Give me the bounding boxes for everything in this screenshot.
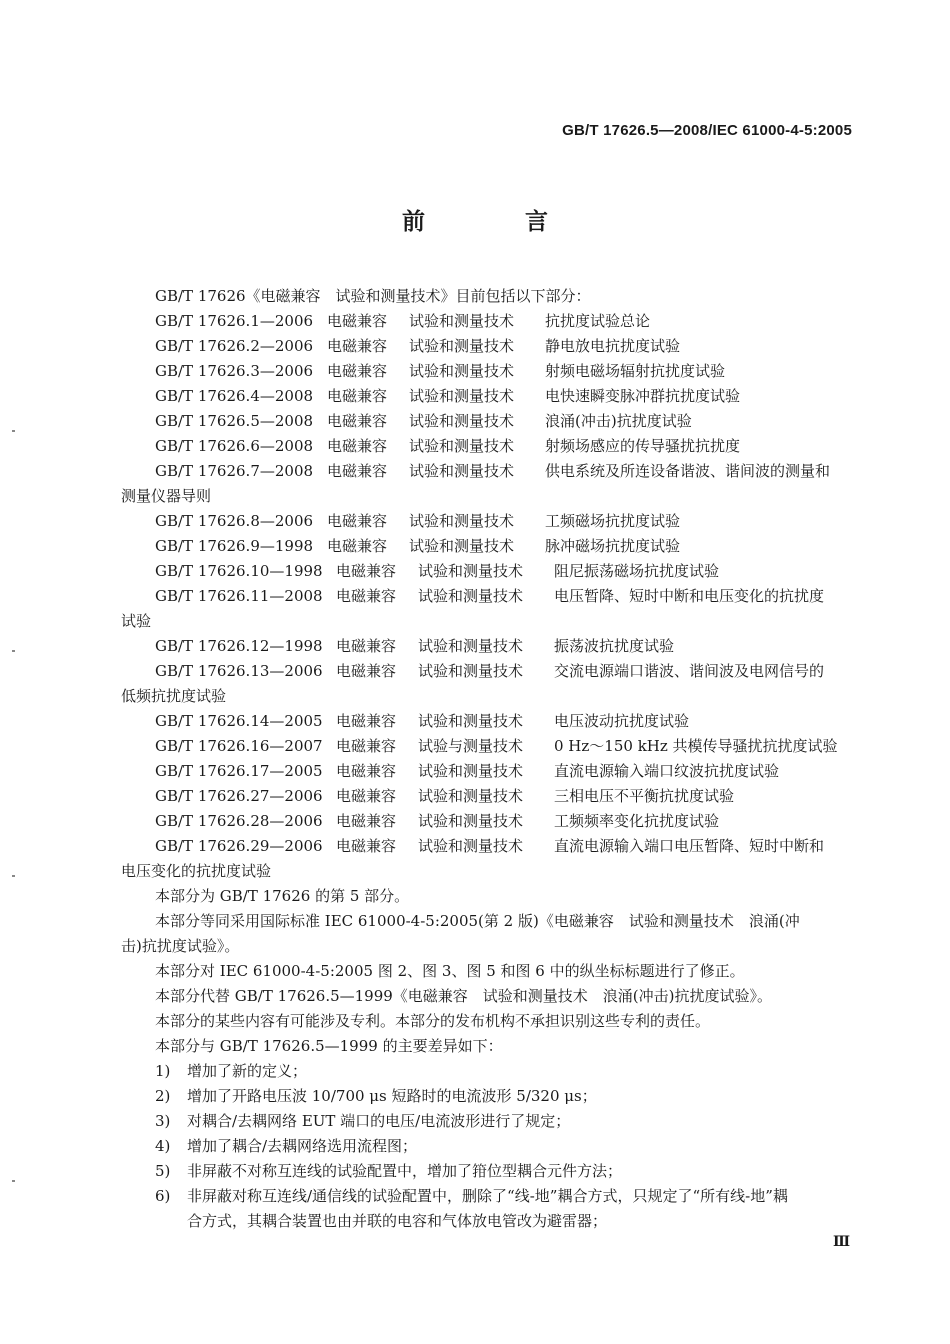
standard-series: 电磁兼容 (327, 462, 388, 480)
change-continuation: 合方式，其耦合装置也由并联的电容和气体放电管改为避雷器； (187, 1212, 608, 1230)
standard-code: GB/T 17626.28—2006 (155, 812, 323, 830)
standard-subseries: 试验与测量技术 (418, 737, 524, 755)
standard-series: 电磁兼容 (336, 662, 397, 680)
change-text: 对耦合/去耦网络 EUT 端口的电压/电流波形进行了规定； (187, 1112, 571, 1130)
standard-code: GB/T 17626.17—2005 (155, 762, 323, 780)
standard-code: GB/T 17626.7—2008 (155, 462, 314, 480)
standard-subseries: 试验和测量技术 (409, 412, 515, 430)
standard-part-line (155, 786, 734, 806)
standard-title: 供电系统及所连设备谐波、谐间波的测量和 (545, 462, 831, 480)
standard-code: GB/T 17626.11—2008 (155, 587, 323, 605)
change-text: 非屏蔽对称互连线/通信线的试验配置中，删除了“线-地”耦合方式，只规定了“所有线-地”耦 (187, 1187, 788, 1205)
standard-code: GB/T 17626.6—2008 (155, 437, 314, 455)
standard-part-line (155, 761, 779, 781)
standard-series: 电磁兼容 (327, 337, 388, 355)
standard-subseries: 试验和测量技术 (418, 662, 524, 680)
standard-series: 电磁兼容 (327, 537, 388, 555)
standard-series: 电磁兼容 (336, 787, 397, 805)
paragraph-line: 本部分等同采用国际标准 IEC 61000-4-5:2005(第 2 版)《电磁兼容 试验和测量技术 浪涌(冲 (155, 912, 800, 930)
standard-series: 电磁兼容 (327, 512, 388, 530)
standard-part-line (155, 836, 824, 856)
standard-part-line (155, 361, 725, 381)
standard-title-continuation: 电压变化的抗扰度试验 (121, 862, 272, 880)
standard-subseries: 试验和测量技术 (409, 512, 515, 530)
standard-title-continuation: 试验 (121, 612, 152, 630)
change-number: 2) (155, 1087, 171, 1105)
standard-subseries: 试验和测量技术 (409, 312, 515, 330)
standard-series: 电磁兼容 (336, 712, 397, 730)
standard-code: GB/T 17626.9—1998 (155, 537, 314, 555)
standard-title: 电压波动抗扰度试验 (554, 712, 690, 730)
standard-part-line (155, 336, 680, 356)
standard-code: GB/T 17626.13—2006 (155, 662, 323, 680)
change-item (155, 1186, 788, 1206)
standard-series: 电磁兼容 (336, 737, 397, 755)
scan-speck (12, 875, 15, 877)
change-item (155, 1136, 417, 1156)
paragraph-line: 击)抗扰度试验》。 (121, 937, 240, 955)
paragraph-line: 本部分的某些内容有可能涉及专利。本部分的发布机构不承担识别这些专利的责任。 (155, 1012, 711, 1030)
standard-part-line (155, 411, 692, 431)
standard-series: 电磁兼容 (336, 562, 397, 580)
standard-subseries: 试验和测量技术 (409, 387, 515, 405)
standard-part-line (155, 461, 830, 481)
change-text: 增加了开路电压波 10/700 μs 短路时的电流波形 5/320 μs； (187, 1087, 597, 1105)
standard-title: 交流电源端口谐波、谐间波及电网信号的 (554, 662, 825, 680)
standard-code: GB/T 17626.8—2006 (155, 512, 314, 530)
paragraph-line: 本部分为 GB/T 17626 的第 5 部分。 (155, 887, 410, 905)
scan-speck (12, 430, 15, 432)
standard-subseries: 试验和测量技术 (418, 787, 524, 805)
standard-subseries: 试验和测量技术 (418, 562, 524, 580)
standard-series: 电磁兼容 (327, 437, 388, 455)
standard-code: GB/T 17626.2—2006 (155, 337, 314, 355)
standard-series: 电磁兼容 (336, 812, 397, 830)
standard-subseries: 试验和测量技术 (409, 437, 515, 455)
standard-code: GB/T 17626.27—2006 (155, 787, 323, 805)
change-item (155, 1111, 570, 1131)
standard-part-line (155, 711, 689, 731)
standard-series: 电磁兼容 (327, 387, 388, 405)
change-number: 1) (155, 1062, 171, 1080)
standard-part-line (155, 736, 838, 756)
standard-code: GB/T 17626.12—1998 (155, 637, 323, 655)
standard-series: 电磁兼容 (336, 762, 397, 780)
change-item (155, 1086, 597, 1106)
standard-title: 直流电源输入端口电压暂降、短时中断和 (554, 837, 825, 855)
standard-subseries: 试验和测量技术 (418, 812, 524, 830)
standard-subseries: 试验和测量技术 (418, 637, 524, 655)
standard-code: GB/T 17626.16—2007 (155, 737, 323, 755)
standard-part-line (155, 436, 740, 456)
standard-code: GB/T 17626.5—2008 (155, 412, 314, 430)
paragraph-line: 本部分代替 GB/T 17626.5—1999《电磁兼容 试验和测量技术 浪涌(冲击)抗扰度试验》。 (155, 987, 773, 1005)
page-number: Ⅲ (833, 1234, 851, 1250)
standard-series: 电磁兼容 (336, 637, 397, 655)
standard-part-line (155, 386, 740, 406)
standard-part-line (155, 536, 680, 556)
standard-title: 直流电源输入端口纹波抗扰度试验 (554, 762, 780, 780)
standard-title-continuation: 低频抗扰度试验 (121, 687, 227, 705)
standard-part-line (155, 311, 650, 331)
standard-part-line (155, 661, 824, 681)
standard-series: 电磁兼容 (327, 312, 388, 330)
standard-title-continuation: 测量仪器导则 (121, 487, 212, 505)
standard-title: 脉冲磁场抗扰度试验 (545, 537, 681, 555)
standard-subseries: 试验和测量技术 (409, 537, 515, 555)
standard-code: GB/T 17626.10—1998 (155, 562, 323, 580)
standard-code: GB/T 17626.29—2006 (155, 837, 323, 855)
standard-title: 振荡波抗扰度试验 (554, 637, 675, 655)
standard-title: 0 Hz～150 kHz 共模传导骚扰抗扰度试验 (554, 737, 838, 755)
standard-part-line (155, 636, 674, 656)
standard-title: 射频场感应的传导骚扰抗扰度 (545, 437, 741, 455)
standard-title: 静电放电抗扰度试验 (545, 337, 681, 355)
standard-title: 工频频率变化抗扰度试验 (554, 812, 720, 830)
scan-speck (12, 650, 15, 652)
intro-line: GB/T 17626《电磁兼容 试验和测量技术》目前包括以下部分： (155, 287, 591, 305)
page-title: 前 言 (401, 209, 594, 235)
paragraph-line: 本部分与 GB/T 17626.5—1999 的主要差异如下： (155, 1037, 503, 1055)
standard-subseries: 试验和测量技术 (409, 462, 515, 480)
standard-part-line (155, 586, 824, 606)
change-number: 4) (155, 1137, 171, 1155)
standard-code: GB/T 17626.14—2005 (155, 712, 323, 730)
standard-series: 电磁兼容 (336, 587, 397, 605)
document-code-header: GB/T 17626.5—2008/IEC 61000-4-5:2005 (562, 122, 852, 139)
standard-title: 电压暂降、短时中断和电压变化的抗扰度 (554, 587, 825, 605)
standard-part-line (155, 561, 719, 581)
standard-title: 三相电压不平衡抗扰度试验 (554, 787, 735, 805)
change-item (155, 1061, 307, 1081)
standard-series: 电磁兼容 (327, 362, 388, 380)
standard-subseries: 试验和测量技术 (418, 762, 524, 780)
standard-code: GB/T 17626.4—2008 (155, 387, 314, 405)
change-text: 非屏蔽不对称互连线的试验配置中，增加了箝位型耦合元件方法； (187, 1162, 623, 1180)
change-item (155, 1161, 622, 1181)
standard-subseries: 试验和测量技术 (409, 362, 515, 380)
standard-part-line (155, 811, 719, 831)
standard-title: 浪涌(冲击)抗扰度试验 (545, 412, 692, 430)
paragraph-line: 本部分对 IEC 61000-4-5:2005 图 2、图 3、图 5 和图 6 中的纵坐标标题进行了修正。 (155, 962, 745, 980)
standard-title: 射频电磁场辐射抗扰度试验 (545, 362, 726, 380)
standard-code: GB/T 17626.3—2006 (155, 362, 314, 380)
standard-title: 工频磁场抗扰度试验 (545, 512, 681, 530)
standard-title: 阻尼振荡磁场抗扰度试验 (554, 562, 720, 580)
standard-subseries: 试验和测量技术 (418, 712, 524, 730)
standard-subseries: 试验和测量技术 (409, 337, 515, 355)
standard-subseries: 试验和测量技术 (418, 587, 524, 605)
change-number: 5) (155, 1162, 171, 1180)
standard-subseries: 试验和测量技术 (418, 837, 524, 855)
scan-speck (12, 1180, 15, 1182)
standard-series: 电磁兼容 (336, 837, 397, 855)
standard-series: 电磁兼容 (327, 412, 388, 430)
standard-part-line (155, 511, 680, 531)
standard-title: 电快速瞬变脉冲群抗扰度试验 (545, 387, 741, 405)
change-number: 6) (155, 1187, 171, 1205)
standard-title: 抗扰度试验总论 (545, 312, 651, 330)
standard-code: GB/T 17626.1—2006 (155, 312, 314, 330)
change-number: 3) (155, 1112, 171, 1130)
change-text: 增加了新的定义； (187, 1062, 308, 1080)
change-text: 增加了耦合/去耦网络选用流程图； (187, 1137, 418, 1155)
